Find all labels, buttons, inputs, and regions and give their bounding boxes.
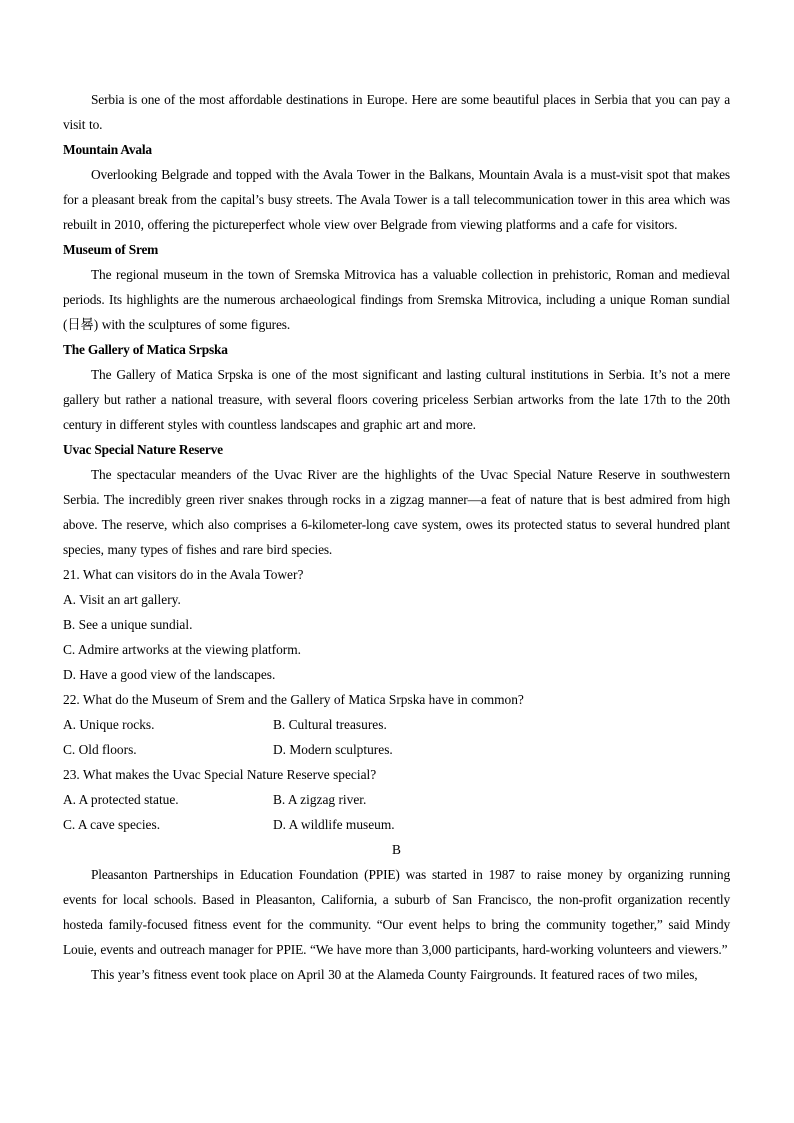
section-body-uvac-reserve: The spectacular meanders of the Uvac River are the highlights of the Uvac Special Nature Reserve in southwestern Serbia. The incredibly green river snakes through rocks in a zigzag manner—a feat of nature that is best admired from high above. The reserve, which also comprises a 6-kilometer-long cave system, owes its protected status to several hundred plant species, many types of fishes and rare bird species.: [63, 467, 730, 557]
option-row: [63, 787, 730, 812]
option-b: B. A zigzag river.: [273, 792, 367, 807]
question-23: [63, 762, 730, 837]
section-b-label: B: [392, 842, 401, 857]
option-b: B. Cultural treasures.: [273, 717, 387, 732]
question-22: [63, 687, 730, 762]
question-stem: 21. What can visitors do in the Avala Tower?: [63, 567, 304, 582]
section-heading-uvac-reserve: Uvac Special Nature Reserve: [63, 442, 223, 457]
intro-paragraph: Serbia is one of the most affordable destinations in Europe. Here are some beautiful places in Serbia that you can pay a visit to.: [63, 92, 730, 132]
option-c: C. Old floors.: [63, 742, 137, 757]
option-row: [63, 812, 730, 837]
option-a: A. Unique rocks.: [63, 717, 155, 732]
section-body-museum-of-srem: The regional museum in the town of Sremska Mitrovica has a valuable collection in prehistoric, Roman and medieval periods. Its highlights are the numerous archaeological findings from Sremska Mitrovica, including a unique Roman sundial (日晷) with the sculptures of some figures.: [63, 267, 730, 332]
question-stem: 22. What do the Museum of Srem and the Gallery of Matica Srpska have in common?: [63, 692, 524, 707]
option-row: [63, 737, 730, 762]
option-c: C. Admire artworks at the viewing platform.: [63, 642, 302, 657]
option-a: A. A protected statue.: [63, 792, 179, 807]
option-b: B. See a unique sundial.: [63, 617, 193, 632]
question-stem: 23. What makes the Uvac Special Nature Reserve special?: [63, 767, 377, 782]
section-body-mountain-avala: Overlooking Belgrade and topped with the Avala Tower in the Balkans, Mountain Avala is a must-visit spot that makes for a pleasant break from the capital’s busy streets. The Avala Tower is a tall telecommunication tower in this area which was rebuilt in 2010, offering the pictureperfect whole view over Belgrade from viewing platforms and a cafe for visitors.: [63, 167, 730, 232]
section-heading-museum-of-srem: Museum of Srem: [63, 242, 159, 257]
section-b-paragraph-1: Pleasanton Partnerships in Education Foundation (PPIE) was started in 1987 to raise money by organizing running events for local schools. Based in Pleasanton, California, a suburb of San Francisco, the non-profit organization recently hosteda family-focused fitness event for the community. “Our event helps to bring the community together,” said Mindy Louie, events and outreach manager for PPIE. “We have more than 3,000 participants, hard-working volunteers and viewers.”: [63, 867, 730, 957]
section-body-gallery-matica-srpska: The Gallery of Matica Srpska is one of the most significant and lasting cultural institutions in Serbia. It’s not a mere gallery but rather a national treasure, with several floors covering priceless Serbian artworks from the late 17th to the 20th century in different styles with countless landscapes and graphic art and more.: [63, 367, 730, 432]
option-a: A. Visit an art gallery.: [63, 592, 181, 607]
option-row: [63, 712, 730, 737]
section-b-paragraph-2: This year’s fitness event took place on April 30 at the Alameda County Fairgrounds. It featured races of two miles,: [91, 967, 698, 982]
document-page: [63, 87, 730, 987]
section-heading-gallery-matica-srpska: The Gallery of Matica Srpska: [63, 342, 228, 357]
section-heading-mountain-avala: Mountain Avala: [63, 142, 152, 157]
option-d: D. A wildlife museum.: [273, 817, 395, 832]
question-21: [63, 562, 730, 687]
option-d: D. Have a good view of the landscapes.: [63, 667, 276, 682]
option-d: D. Modern sculptures.: [273, 742, 393, 757]
option-c: C. A cave species.: [63, 817, 161, 832]
